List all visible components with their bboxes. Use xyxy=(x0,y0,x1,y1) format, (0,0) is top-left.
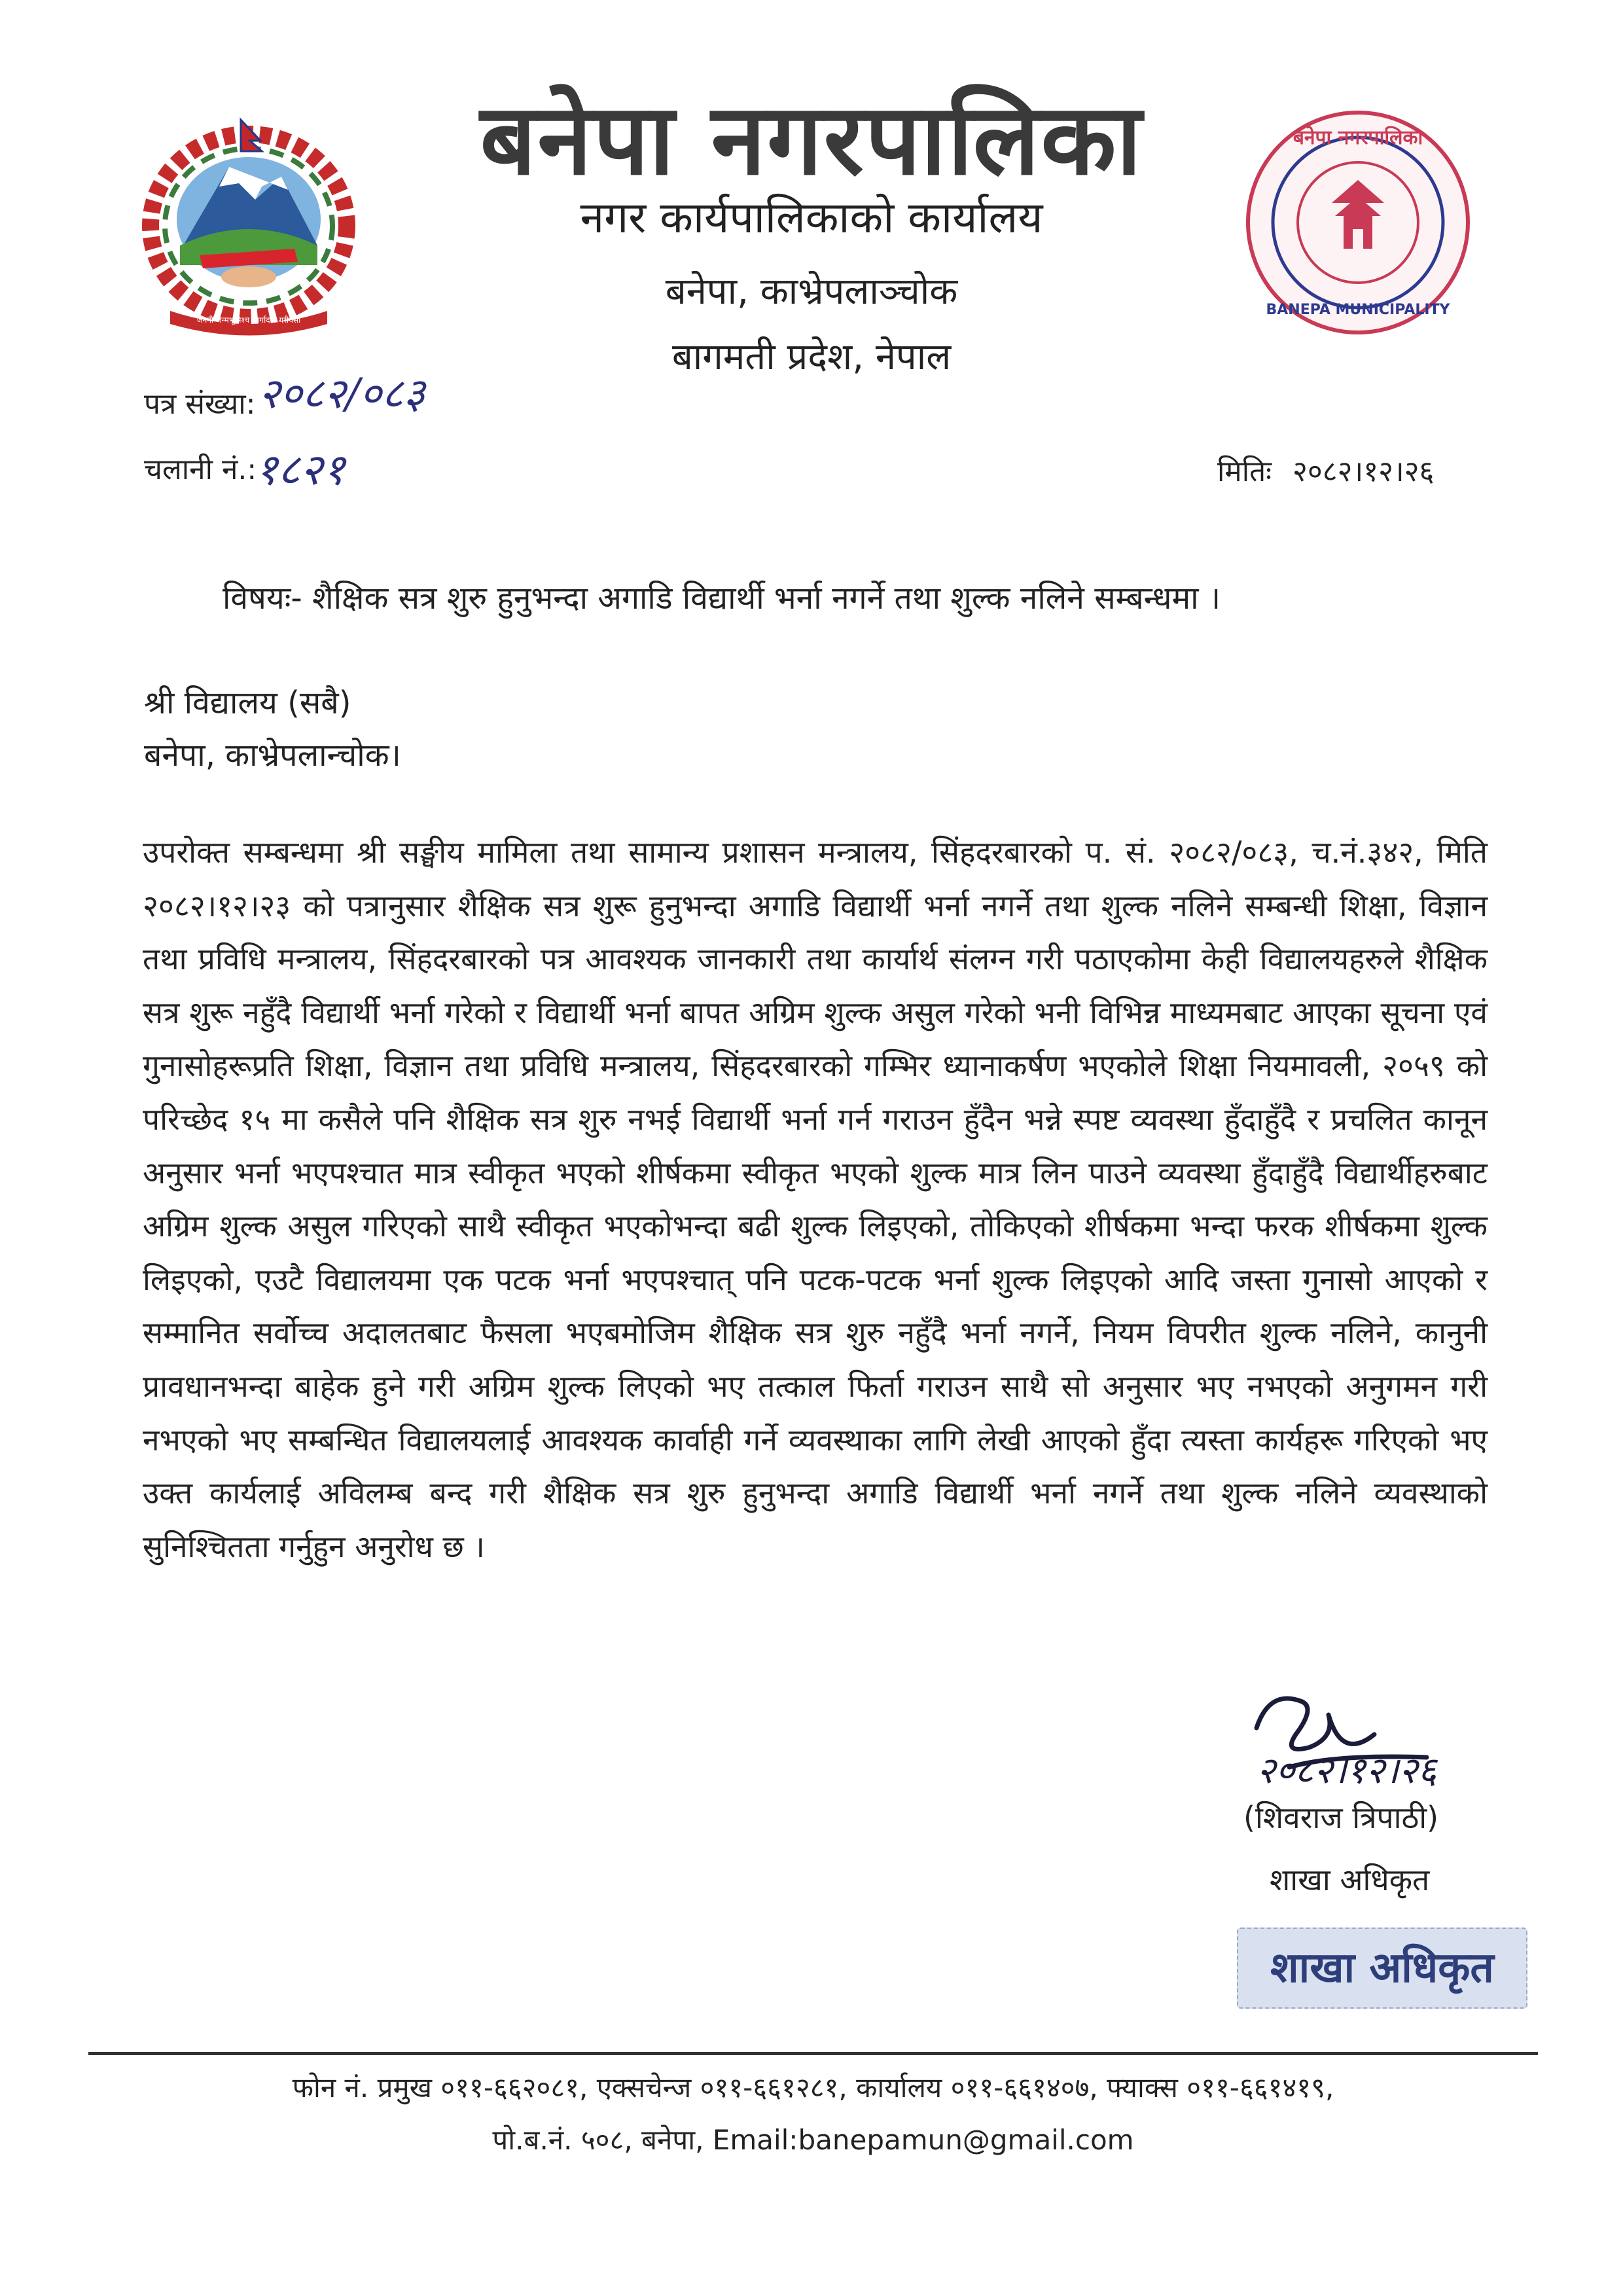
letter-body: उपरोक्त सम्बन्धमा श्री सङ्घीय मामिला तथा सामान्य प्रशासन मन्त्रालय, सिंहदरबारको प. सं. २०८२/०८३, च.नं.३४२, मिति २०८२।१२।२३ को पत्रानुसार शैक्षिक सत्र शुरू हुनुभन्दा अगाडि विद्यार्थी भर्ना नगर्ने तथा शुल्क नलिने सम्बन्धी शिक्षा, विज्ञान तथा प्रविधि मन्त्रालय, सिंहदरबारको पत्र आवश्यक जानकारी तथा कार्यार्थ संलग्न गरी पठाएकोमा केही विद्यालयहरुले शैक्षिक सत्र शुरू नहुँदै विद्यार्थी भर्ना गरेको र विद्यार्थी भर्ना बापत अग्रिम शुल्क असुल गरेको भनी विभिन्न माध्यमबाट आएका सूचना एवं गुनासोहरूप्रति शिक्षा, विज्ञान तथा प्रविधि मन्त्रालय, सिंहदरबारको गम्भिर ध्यानाकर्षण भएकोले शिक्षा नियमावली, २०५९ को परिच्छेद १५ मा कसैले पनि शैक्षिक सत्र शुरु नभई विद्यार्थी भर्ना गर्न गराउन हुँदैन भन्ने स्पष्ट व्यवस्था हुँदाहुँदै र प्रचलित कानून अनुसार भर्ना भएपश्चात मात्र स्वीकृत भएको शीर्षकमा स्वीकृत भएको शुल्क मात्र लिन पाउने व्यवस्था हुँदाहुँदै विद्यार्थीहरुबाट अग्रिम शुल्क असुल गरिएको साथै स्वीकृत भएकोभन्दा बढी शुल्क लिइएको, तोकिएको शीर्षकमा भन्दा फरक शीर्षकमा शुल्क लिइएको, एउटै विद्यालयमा एक पटक भर्ना भएपश्चात् पनि पटक-पटक भर्ना शुल्क लिइएको आदि जस्ता गुनासो आएको र सम्मानित सर्वोच्च अदालतबाट फैसला भएबमोजिम शैक्षिक सत्र शुरु नहुँदै भर्ना नगर्ने, नियम विपरीत शुल्क नलिने, कानुनी प्रावधानभन्दा बाहेक हुने गरी अग्रिम शुल्क लिएको भए तत्काल फिर्ता गराउन साथै सो अनुसार भए नभएको अनुगमन गरी नभएको भए सम्बन्धित विद्यालयलाई आवश्यक कार्वाही गर्ने व्यवस्थाका लागि लेखी आएको हुँदा त्यस्ता कार्यहरू गरिएको भए उक्त कार्यलाई अविलम्ब बन्द गरी शैक्षिक सत्र शुरु हुनुभन्दा अगाडि विद्यार्थी भर्ना नगर्ने तथा शुल्क नलिने व्यवस्थाको सुनिश्चितता गर्नुहुन अनुरोध छ । xyxy=(143,834,1488,1564)
signatory-designation: शाखा अधिकृत xyxy=(1270,1862,1430,1897)
dispatch-no-label: चलानी नं.: xyxy=(144,453,257,486)
footer-address-email: पो.ब.नं. ५०८, बनेपा, Email:banepamun@gmail.com xyxy=(492,2124,1134,2156)
office-subtitle: नगर कार्यपालिकाको कार्यालय xyxy=(580,192,1043,243)
nepal-emblem-icon xyxy=(131,115,366,337)
emblem-caption: जननी जन्मभूमिश्च स्वर्गादपि गरीयसी xyxy=(196,315,301,325)
signature-date: २०८२।१२।२६ xyxy=(1257,1749,1437,1792)
footer-contact: फोन नं. प्रमुख ०११-६६२०८१, एक्सचेन्ज ०११-६६१२८१, कार्यालय ०११-६६१४०७, फ्याक्स ०११-६६१४१९, xyxy=(292,2072,1334,2104)
recipient-line-1: श्री विद्यालय (सबै) xyxy=(144,685,351,721)
office-title: बनेपा नगरपालिका xyxy=(480,83,1143,197)
address-line-2: बागमती प्रदेश, नेपाल xyxy=(671,336,952,378)
date-label: मितिः xyxy=(1217,455,1272,488)
designation-stamp xyxy=(1237,1928,1527,2009)
municipality-seal-icon xyxy=(1240,105,1476,340)
letter-no-label: पत्र संख्या: xyxy=(144,387,256,421)
letter-subject: विषयः- शैक्षिक सत्र शुरु हुनुभन्दा अगाडि विद्यार्थी भर्ना नगर्ने तथा शुल्क नलिने सम्बन्धमा । xyxy=(223,580,1221,617)
seal-text-top: बनेपा नगरपालिका xyxy=(1293,126,1423,149)
recipient-line-2: बनेपा, काभ्रेपलान्चोक। xyxy=(144,737,401,774)
signatory-name: (शिवराज त्रिपाठी) xyxy=(1243,1800,1439,1835)
seal-text-bottom: BANEPA MUNICIPALITY xyxy=(1266,302,1450,318)
dispatch-no-value: १८२१ xyxy=(255,444,346,495)
footer-divider xyxy=(88,2052,1538,2055)
stamp-text: शाखा अधिकृत xyxy=(1270,1944,1494,1992)
date-value: २०८२।१२।२६ xyxy=(1293,455,1435,488)
address-line-1: बनेपा, काभ्रेपलाञ्चोक xyxy=(665,270,958,313)
letter-no-value: २०८२/०८३ xyxy=(259,370,425,418)
